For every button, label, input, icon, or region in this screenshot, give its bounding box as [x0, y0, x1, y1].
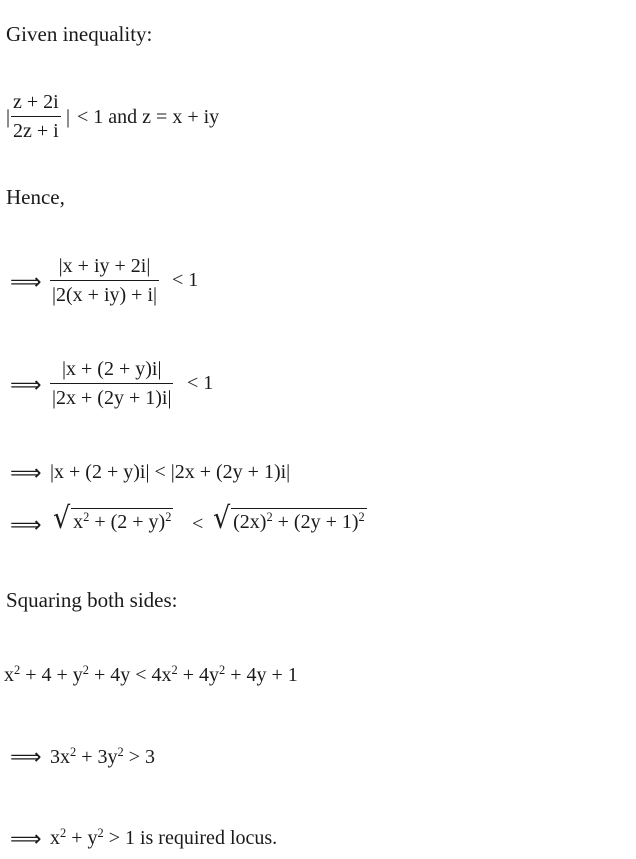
- implies-icon: ⟹: [10, 745, 42, 770]
- sqrt-icon: √: [52, 501, 71, 536]
- abs-bar-left: |: [6, 106, 11, 128]
- implies-icon: ⟹: [10, 461, 42, 486]
- step4-less-than: <: [192, 513, 204, 535]
- sqrt-icon: √: [212, 501, 231, 536]
- step2-fraction: [50, 359, 173, 408]
- step-5-expression: $x^2 + 4 + y^2 + 4y < 4x^2 + 4y^2 + 4y + 1$: [4, 663, 298, 686]
- step2-numerator: |x + (2 + y)i|: [62, 358, 162, 380]
- implies-icon: ⟹: [10, 827, 42, 852]
- given-rest: < 1 and z = x + iy: [77, 106, 220, 128]
- heading-squaring: Squaring both sides:: [6, 588, 178, 612]
- step1-fraction: [50, 256, 159, 305]
- step4-left-sqrt: [52, 501, 173, 536]
- implies-icon: ⟹: [10, 513, 42, 538]
- implies-icon: ⟹: [10, 270, 42, 295]
- step4-right-radicand: $(2x)^2 + (2y + 1)^2$: [231, 508, 367, 532]
- given-fraction: [11, 92, 61, 141]
- given-numerator: z + 2i: [13, 91, 59, 113]
- step4-right-sqrt: [212, 501, 367, 536]
- step1-rhs: < 1: [172, 269, 199, 291]
- step2-rhs: < 1: [187, 372, 214, 394]
- heading-hence: Hence,: [6, 185, 65, 209]
- abs-bar-right: |: [66, 106, 71, 128]
- given-denominator: 2z + i: [13, 120, 59, 143]
- step1-denominator: |2(x + iy) + i|: [52, 284, 157, 307]
- heading-given: Given inequality:: [6, 22, 153, 46]
- step4-left-radicand: $x^2 + (2 + y)^2$: [71, 508, 173, 532]
- step7-expression: $x^2 + y^2 > 1$ is required locus.: [50, 826, 278, 849]
- step2-denominator: |2x + (2y + 1)i|: [52, 387, 172, 410]
- implies-icon: ⟹: [10, 373, 42, 398]
- step6-expression: $3x^2 + 3y^2 > 3$: [50, 745, 155, 768]
- step3-expression: |x + (2 + y)i| < |2x + (2y + 1)i|: [50, 461, 291, 483]
- step1-numerator: |x + iy + 2i|: [58, 255, 151, 277]
